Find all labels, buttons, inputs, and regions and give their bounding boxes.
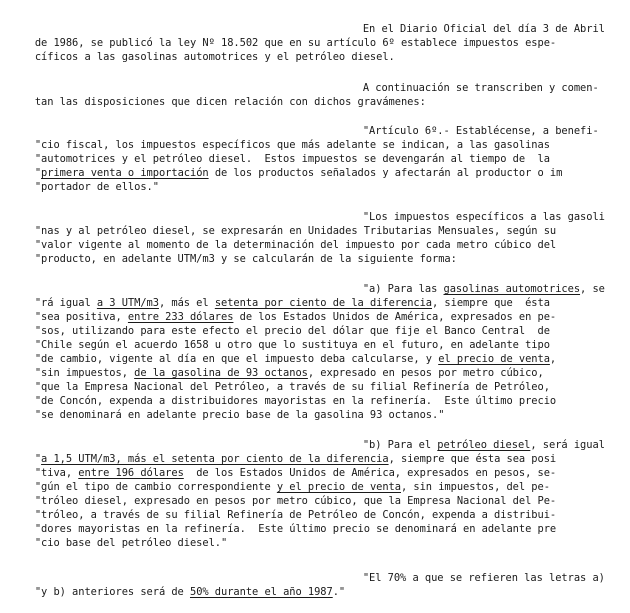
underlined-text: a 3 UTM/m3 <box>96 297 159 309</box>
text-segment: " <box>34 167 42 179</box>
underlined-text: a 1,5 UTM/m3, más el setenta por ciento de la diferencia <box>41 453 389 465</box>
text-segment: "que la Empresa Nacional del Petróleo, a través de su filial Refinería de Petróleo, <box>34 381 550 393</box>
text-segment: "dores mayoristas en la refinería. Este último precio se denominará en adelante pre <box>34 523 557 535</box>
text-segment: "cio base del petróleo diesel." <box>34 537 228 549</box>
text-segment: "tróleo, a través de su filial Refinería de Petróleo de Concón, expenda a distribui- <box>34 509 557 521</box>
text-segment: , expresado en pesos por metro cúbico, <box>307 367 544 379</box>
underlined-text: gasolinas automotrices <box>443 283 581 295</box>
text-segment: "de cambio, vigente al día en que el impuesto deba calcularse, y <box>34 353 439 365</box>
text-segment: "se denominará en adelante precio base de la gasolina 93 octanos." <box>34 409 445 421</box>
text-segment: tan las disposiciones que dicen relación con dichos gravámenes: <box>34 96 426 108</box>
underlined-text: petróleo diesel <box>437 439 531 451</box>
text-segment: , siempre que ésta <box>432 297 550 309</box>
underlined-text: setenta por ciento de la diferencia <box>214 297 433 309</box>
underlined-text: entre 233 dólares <box>127 311 234 323</box>
text-segment: "El 70% a que se refieren las letras a) <box>362 572 605 584</box>
text-segment: , será igual <box>530 439 605 451</box>
text-segment: "y b) anteriores será de <box>34 586 190 598</box>
text-segment: cíficos a las gasolinas automotrices y el petróleo diesel. <box>34 51 395 63</box>
text-segment: En el Diario Oficial del día 3 de Abril <box>362 23 605 35</box>
underlined-text: de la gasolina de 93 octanos <box>134 367 308 379</box>
underlined-text: 50% durante el año 1987 <box>189 586 333 598</box>
text-segment: , más el <box>158 297 215 309</box>
text-segment: "Chile según el acuerdo 1658 u otro que lo sustituya en el futuro, en adelante tipo <box>34 339 550 351</box>
text-segment: "portador de ellos." <box>34 181 159 193</box>
text-line <box>10 522 227 564</box>
text-segment: "Los impuestos específicos a las gasoli <box>362 211 605 223</box>
text-segment: "rá igual <box>34 297 97 309</box>
text-segment: , se <box>580 283 605 295</box>
text-segment: "tiva, <box>34 467 79 479</box>
text-line <box>10 571 345 613</box>
text-segment: "gún el tipo de cambio correspondiente <box>34 481 277 493</box>
text-segment: "sea positiva, <box>34 311 128 323</box>
text-segment: A continuación se transcriben y comen- <box>362 82 599 94</box>
text-segment: "b) Para el <box>362 439 438 451</box>
underlined-text: entre 196 dólares <box>78 467 184 479</box>
text-segment: "a) Para las <box>362 283 444 295</box>
text-segment: "nas y al petróleo diesel, se expresarán en Unidades Tributarias Mensuales, según su <box>34 225 557 237</box>
text-segment: ." <box>332 586 346 598</box>
text-segment: "tróleo diesel, expresado en pesos por metro cúbico, que la Empresa Nacional del Pe- <box>34 495 557 507</box>
underlined-text: y el precio de venta <box>276 481 401 493</box>
text-segment: "automotrices y el petróleo diesel. Estos impuestos se devengarán al tiempo de la <box>34 153 550 165</box>
text-segment: "valor vigente al momento de la determinación del impuesto por cada metro cúbico del <box>34 239 557 251</box>
text-segment: "sos, utilizando para este efecto el precio del dólar que fije el Banco Central de <box>34 325 550 337</box>
text-segment: , siempre que ésta sea posi <box>388 453 557 465</box>
text-segment: "producto, en adelante UTM/m3 y se calcularán de la siguiente forma: <box>34 253 457 265</box>
text-segment: , <box>549 353 557 365</box>
text-segment: , sin impuestos, del pe- <box>400 481 550 493</box>
text-line <box>338 557 605 599</box>
text-segment: " <box>34 453 42 465</box>
text-line <box>10 166 159 208</box>
text-segment: "de Concón, expenda a distribuidores mayoristas en la refinería. Este último precio <box>34 395 557 407</box>
underlined-text: primera venta o importación <box>41 167 209 179</box>
text-segment: "sin impuestos, <box>34 367 135 379</box>
underlined-text: el precio de venta <box>438 353 550 365</box>
text-segment: de los productos señalados y afectarán al productor o im <box>208 167 563 179</box>
text-segment: de los Estados Unidos de América, expresados en pesos, se- <box>183 467 557 479</box>
text-segment: "cio fiscal, los impuestos específicos que más adelante se indican, a las gasolinas <box>34 139 550 151</box>
text-segment: "Artículo 6º.- Establécense, a benefi- <box>362 125 599 137</box>
text-segment: de los Estados Unidos de América, expresados en pe- <box>233 311 557 323</box>
text-segment: de 1986, se publicó la ley Nº 18.502 que en su artículo 6º establece impuestos espe- <box>34 37 557 49</box>
